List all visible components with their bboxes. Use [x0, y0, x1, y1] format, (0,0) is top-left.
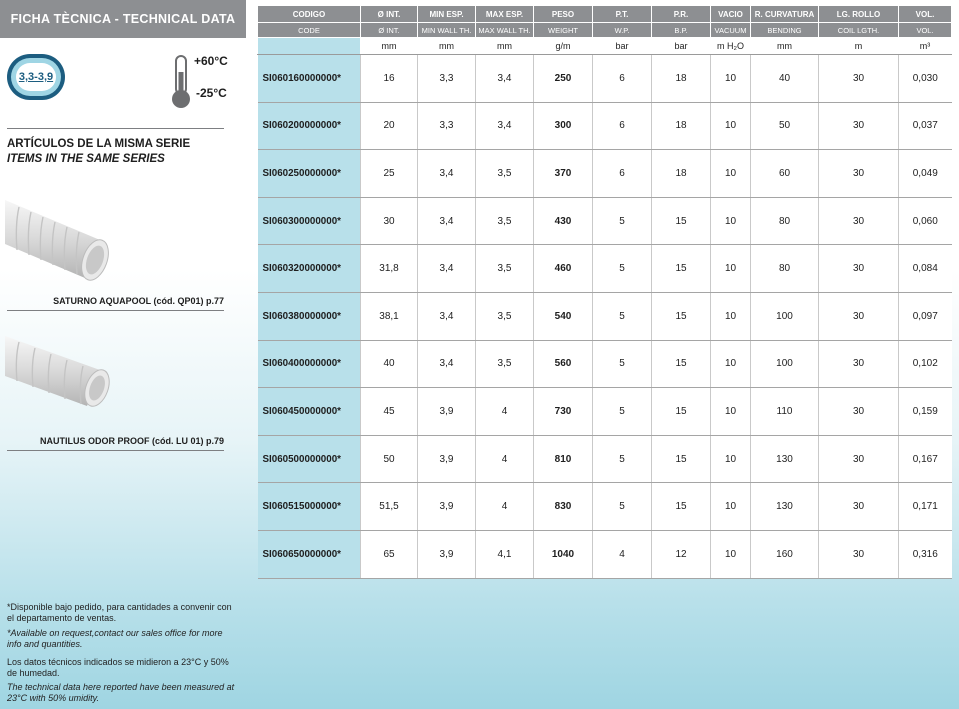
headers_en-cell: WEIGHT [534, 23, 593, 38]
headers_es-cell: Ø INT. [361, 6, 418, 23]
table-cell: 0,171 [899, 483, 952, 531]
table-cell: 3,9 [418, 530, 476, 578]
table-cell: 0,030 [899, 55, 952, 103]
table-cell: 10 [711, 530, 751, 578]
units-cell: m³ [899, 38, 952, 55]
table-cell: 3,4 [418, 197, 476, 245]
table-cell: 300 [534, 102, 593, 150]
table-cell: 100 [751, 340, 819, 388]
table-cell: 4 [476, 483, 534, 531]
footnote-order-es: *Disponible bajo pedido, para cantidades a convenir con el departamento de ventas. [7, 602, 232, 623]
related-caption-nautilus: NAUTILUS ODOR PROOF (cód. LU 01) p.79 [39, 436, 224, 446]
table-cell: 540 [534, 292, 593, 340]
footnote-order-en: *Available on request,contact our sales office for more info and quantities. [7, 628, 223, 649]
table-cell: 250 [534, 55, 593, 103]
units-cell: mm [476, 38, 534, 55]
table-cell: 3,4 [418, 292, 476, 340]
table-cell: 30 [819, 55, 899, 103]
headers_en-cell: CODE [258, 23, 361, 38]
table-cell: 5 [593, 197, 652, 245]
table-cell: 25 [361, 150, 418, 198]
table-cell: 0,060 [899, 197, 952, 245]
table-row [258, 340, 952, 388]
table-cell: 15 [652, 340, 711, 388]
product-code: SI060650000000* [258, 530, 361, 578]
table-cell: 5 [593, 340, 652, 388]
table-cell: 15 [652, 292, 711, 340]
headers_es-cell: MIN ESP. [418, 6, 476, 23]
table-cell: 560 [534, 340, 593, 388]
table-cell: 3,5 [476, 245, 534, 293]
table-cell: 16 [361, 55, 418, 103]
thickness-badge-label: 3,3-3,9 [16, 63, 56, 91]
units-cell: g/m [534, 38, 593, 55]
units-cell: m H₂O [711, 38, 751, 55]
table-cell: 3,5 [476, 340, 534, 388]
table-cell: 10 [711, 150, 751, 198]
table-cell: 80 [751, 197, 819, 245]
table-cell: 3,4 [418, 340, 476, 388]
units-cell: mm [361, 38, 418, 55]
headers_en-cell: VOL. [899, 23, 952, 38]
header-row-es [258, 6, 952, 23]
headers_en-cell: MAX WALL TH. [476, 23, 534, 38]
product-code: SI060320000000* [258, 245, 361, 293]
table-cell: 830 [534, 483, 593, 531]
table-row [258, 483, 952, 531]
table-cell: 10 [711, 55, 751, 103]
table-cell: 12 [652, 530, 711, 578]
table-cell: 30 [819, 292, 899, 340]
headers_es-cell: R. CURVATURA [751, 6, 819, 23]
table-cell: 10 [711, 435, 751, 483]
table-cell: 0,159 [899, 388, 952, 436]
table-cell: 460 [534, 245, 593, 293]
table-row [258, 245, 952, 293]
table-cell: 60 [751, 150, 819, 198]
table-cell: 10 [711, 340, 751, 388]
table-cell: 1040 [534, 530, 593, 578]
headers_es-cell: MAX ESP. [476, 6, 534, 23]
table-row [258, 102, 952, 150]
table-cell: 0,102 [899, 340, 952, 388]
product-code: SI060300000000* [258, 197, 361, 245]
header-row-en [258, 23, 952, 38]
hose-image-saturno [5, 180, 117, 290]
headers_es-cell: LG. ROLLO [819, 6, 899, 23]
product-code: SI060500000000* [258, 435, 361, 483]
related-caption-saturno: SATURNO AQUAPOOL (cód. QP01) p.77 [53, 296, 224, 306]
units-cell: m [819, 38, 899, 55]
thickness-badge [7, 54, 65, 100]
table-row [258, 388, 952, 436]
table-cell: 160 [751, 530, 819, 578]
product-code: SI060200000000* [258, 102, 361, 150]
table-cell: 40 [361, 340, 418, 388]
table-cell: 18 [652, 102, 711, 150]
table-cell: 18 [652, 150, 711, 198]
thermometer-icon [166, 54, 196, 110]
table-cell: 50 [751, 102, 819, 150]
table-cell: 3,9 [418, 483, 476, 531]
table-cell: 30 [819, 245, 899, 293]
headers_es-cell: P.T. [593, 6, 652, 23]
table-cell: 5 [593, 245, 652, 293]
temp-max: +60°C [194, 54, 228, 68]
table-cell: 810 [534, 435, 593, 483]
table-cell: 430 [534, 197, 593, 245]
table-cell: 0,097 [899, 292, 952, 340]
table-cell: 15 [652, 388, 711, 436]
table-cell: 15 [652, 245, 711, 293]
table-cell: 0,316 [899, 530, 952, 578]
temp-min: -25°C [196, 86, 227, 100]
headers_en-cell: W.P. [593, 23, 652, 38]
table-row [258, 530, 952, 578]
table-row [258, 55, 952, 103]
product-code: SI060400000000* [258, 340, 361, 388]
table-cell: 5 [593, 292, 652, 340]
table-cell: 10 [711, 292, 751, 340]
headers_es-cell: PESO [534, 6, 593, 23]
table-cell: 5 [593, 483, 652, 531]
table-cell: 65 [361, 530, 418, 578]
table-cell: 18 [652, 55, 711, 103]
table-cell: 3,5 [476, 292, 534, 340]
table-cell: 4,1 [476, 530, 534, 578]
table-cell: 10 [711, 483, 751, 531]
table-cell: 10 [711, 388, 751, 436]
units-cell: bar [593, 38, 652, 55]
headers_es-cell: CODIGO [258, 6, 361, 23]
divider [7, 310, 224, 311]
table-cell: 40 [751, 55, 819, 103]
table-cell: 30 [819, 530, 899, 578]
table-cell: 30 [819, 340, 899, 388]
table-cell: 15 [652, 435, 711, 483]
table-cell: 6 [593, 102, 652, 150]
table-row [258, 150, 952, 198]
table-cell: 3,9 [418, 435, 476, 483]
product-code: SI060515000000* [258, 483, 361, 531]
table-cell: 0,049 [899, 150, 952, 198]
table-cell: 3,5 [476, 197, 534, 245]
table-cell: 0,167 [899, 435, 952, 483]
table-cell: 10 [711, 245, 751, 293]
table-cell: 30 [819, 150, 899, 198]
table-cell: 30 [819, 435, 899, 483]
headers_en-cell: MIN WALL TH. [418, 23, 476, 38]
product-code: SI060380000000* [258, 292, 361, 340]
headers_en-cell: COIL LGTH. [819, 23, 899, 38]
table-cell: 370 [534, 150, 593, 198]
units-cell: bar [652, 38, 711, 55]
table-cell: 130 [751, 435, 819, 483]
table-cell: 0,037 [899, 102, 952, 150]
headers_en-cell: VACUUM [711, 23, 751, 38]
table-cell: 45 [361, 388, 418, 436]
table-row [258, 435, 952, 483]
table-cell: 0,084 [899, 245, 952, 293]
series-title-en: ITEMS IN THE SAME SERIES [7, 153, 165, 165]
table-cell: 3,4 [476, 55, 534, 103]
table-cell: 130 [751, 483, 819, 531]
table-cell: 5 [593, 435, 652, 483]
table-cell: 3,4 [418, 150, 476, 198]
table-row [258, 197, 952, 245]
hose-image-nautilus [5, 326, 117, 430]
units-cell: mm [418, 38, 476, 55]
table-cell: 10 [711, 102, 751, 150]
table-cell: 100 [751, 292, 819, 340]
footnote-test-es: Los datos técnicos indicados se midieron a 23°C y 50% de humedad. [7, 657, 229, 678]
page-title: FICHA TÈCNICA - TECHNICAL DATA [0, 0, 246, 38]
table-cell: 730 [534, 388, 593, 436]
series-title-es: ARTÍCULOS DE LA MISMA SERIE [7, 138, 191, 150]
table-cell: 6 [593, 150, 652, 198]
headers_en-cell: BENDING [751, 23, 819, 38]
table-cell: 3,3 [418, 55, 476, 103]
table-cell: 3,4 [418, 245, 476, 293]
table-cell: 30 [361, 197, 418, 245]
table-cell: 51,5 [361, 483, 418, 531]
table-cell: 31,8 [361, 245, 418, 293]
table-cell: 4 [476, 388, 534, 436]
table-cell: 30 [819, 388, 899, 436]
units-cell [258, 38, 361, 55]
table-cell: 3,5 [476, 150, 534, 198]
table-cell: 3,9 [418, 388, 476, 436]
table-cell: 30 [819, 483, 899, 531]
table-cell: 20 [361, 102, 418, 150]
table-cell: 6 [593, 55, 652, 103]
footnote-test-en: The technical data here reported have been measured at 23°C with 50% umidity. [7, 682, 235, 703]
headers_en-cell: Ø INT. [361, 23, 418, 38]
divider [7, 128, 224, 129]
product-code: SI060160000000* [258, 55, 361, 103]
table-cell: 3,4 [476, 102, 534, 150]
divider [7, 450, 224, 451]
table-row [258, 292, 952, 340]
headers_es-cell: P.R. [652, 6, 711, 23]
table-cell: 10 [711, 197, 751, 245]
table-cell: 38,1 [361, 292, 418, 340]
headers_en-cell: B.P. [652, 23, 711, 38]
table-cell: 30 [819, 197, 899, 245]
table-cell: 15 [652, 197, 711, 245]
units-row [258, 38, 952, 55]
table-cell: 4 [476, 435, 534, 483]
table-cell: 15 [652, 483, 711, 531]
headers_es-cell: VACIO [711, 6, 751, 23]
table-cell: 80 [751, 245, 819, 293]
table-cell: 50 [361, 435, 418, 483]
table-cell: 4 [593, 530, 652, 578]
units-cell: mm [751, 38, 819, 55]
technical-data-table [257, 5, 952, 579]
product-code: SI060250000000* [258, 150, 361, 198]
table-cell: 3,3 [418, 102, 476, 150]
headers_es-cell: VOL. [899, 6, 952, 23]
table-cell: 30 [819, 102, 899, 150]
table-cell: 5 [593, 388, 652, 436]
product-code: SI060450000000* [258, 388, 361, 436]
table-cell: 110 [751, 388, 819, 436]
